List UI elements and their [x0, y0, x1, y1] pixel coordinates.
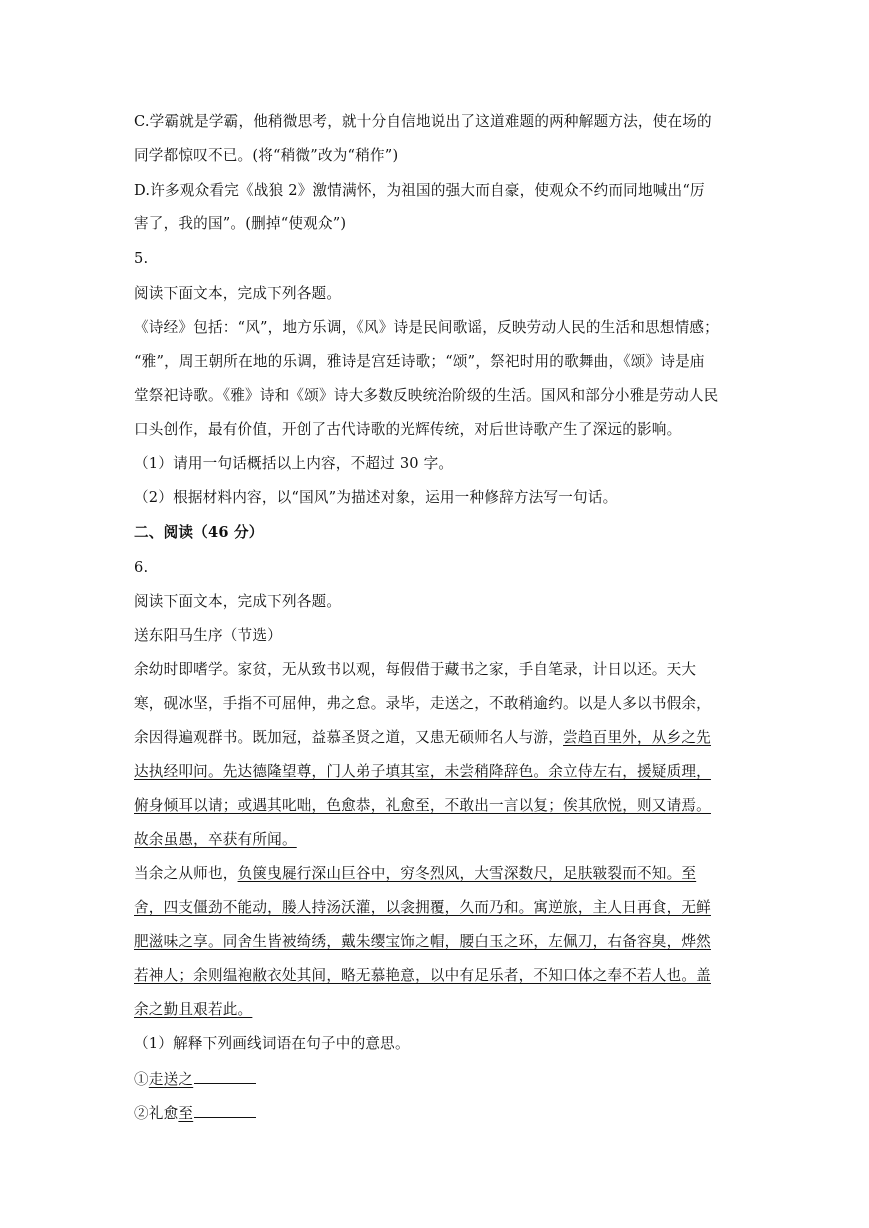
- underlined-sentence: 达执经叩问。先达德隆望尊，门人弟子填其室，未尝稍降辞色。余立侍左右，援疑质理，: [134, 763, 711, 780]
- passage-line: 堂祭祀诗歌。《雅》诗和《颂》诗大多数反映统治阶级的生活。国风和部分小雅是劳动人民: [134, 387, 719, 404]
- passage-line: “雅”，周王朝所在地的乐调，雅诗是宫廷诗歌；“颂”，祭祀时用的歌舞曲，《颂》诗是庙: [134, 353, 705, 370]
- passage-title: 送东阳马生序（节选）: [134, 627, 282, 644]
- passage-line: [134, 728, 711, 748]
- vocab-item-1: [134, 1069, 256, 1090]
- question-5-sub-2: （2）根据材料内容，以“国风”为描述对象，运用一种修辞方法写一句话。: [134, 489, 618, 506]
- question-5-instruction: 阅读下面文本，完成下列各题。: [134, 285, 342, 302]
- passage-line: 《诗经》包括：“风”，地方乐调，《风》诗是民间歌谣，反映劳动人民的生活和思想情感；: [134, 319, 719, 336]
- question-6-number: 6.: [134, 559, 149, 576]
- vocab-item-mark: ①: [134, 1071, 149, 1088]
- question-5-sub-1: （1）请用一句话概括以上内容，不超过 30 字。: [134, 455, 454, 472]
- underlined-sentence: 肥滋味之享。同舍生皆被绮绣，戴朱缨宝饰之帽，腰白玉之环，左佩刀，右备容臭，烨然: [134, 933, 711, 950]
- passage-line: 余幼时即嗜学。家贫，无从致书以观，每假借于藏书之家，手自笔录，计日以还。天大: [134, 661, 697, 678]
- option-c-line-1: C.学霸就是学霸，他稍微思考，就十分自信地说出了这道难题的两种解题方法，使在场的: [134, 113, 712, 130]
- passage-line: [134, 864, 696, 884]
- underlined-sentence: 故余虽愚，卒获有所闻。: [134, 831, 297, 848]
- section-heading: 二、阅读（46 分）: [134, 524, 264, 541]
- underlined-sentence: 舍，四支僵劲不能动，媵人持汤沃灌，以衾拥覆，久而乃和。寓逆旅，主人日再食，无鲜: [134, 899, 711, 916]
- question-6-instruction: 阅读下面文本，完成下列各题。: [134, 593, 342, 610]
- vocab-underlined-word: 至: [178, 1105, 194, 1122]
- underlined-sentence: 尝趋百里外，从乡之先: [563, 729, 711, 746]
- question-5-number: 5.: [134, 250, 149, 267]
- option-d-line-2: 害了，我的国”。(删掉“使观众”): [134, 215, 347, 232]
- passage-text: 余因得遍观群书。既加冠，益慕圣贤之道，又患无硕师名人与游，: [134, 729, 564, 746]
- vocab-item-2: [134, 1103, 256, 1124]
- option-d-line-1: D.许多观众看完《战狼 2》激情满怀，为祖国的强大而自豪，使观众不约而同地喊出“厉: [134, 182, 705, 199]
- vocab-item-mark: ②礼愈: [134, 1105, 179, 1122]
- question-6-sub-1: （1）解释下列画线词语在句子中的意思。: [134, 1035, 410, 1052]
- option-c-line-2: 同学都惊叹不已。(将“稍微”改为“稍作”): [134, 147, 399, 164]
- passage-text: 当余之从师也，: [134, 865, 238, 882]
- answer-blank[interactable]: [194, 1069, 256, 1084]
- underlined-sentence: 负箧曳屣行深山巨谷中，穷冬烈风，大雪深数尺，足肤皲裂而不知。至: [237, 865, 697, 882]
- passage-line: 寒，砚冰坚，手指不可屈伸，弗之怠。录毕，走送之，不敢稍逾约。以是人多以书假余，: [134, 695, 711, 712]
- vocab-underlined-word: 走送之: [148, 1071, 194, 1088]
- underlined-sentence: 若神人；余则缊袍敝衣处其间，略无慕艳意，以中有足乐者，不知口体之奉不若人也。盖: [134, 967, 711, 984]
- passage-line: 口头创作，最有价值，开创了古代诗歌的光辉传统，对后世诗歌产生了深远的影响。: [134, 421, 682, 438]
- underlined-sentence: 俯身倾耳以请；或遇其叱咄，色愈恭，礼愈至，不敢出一言以复；俟其欣悦，则又请焉。: [134, 797, 711, 814]
- underlined-sentence: 余之勤且艰若此。: [134, 1001, 253, 1018]
- answer-blank[interactable]: [194, 1103, 256, 1118]
